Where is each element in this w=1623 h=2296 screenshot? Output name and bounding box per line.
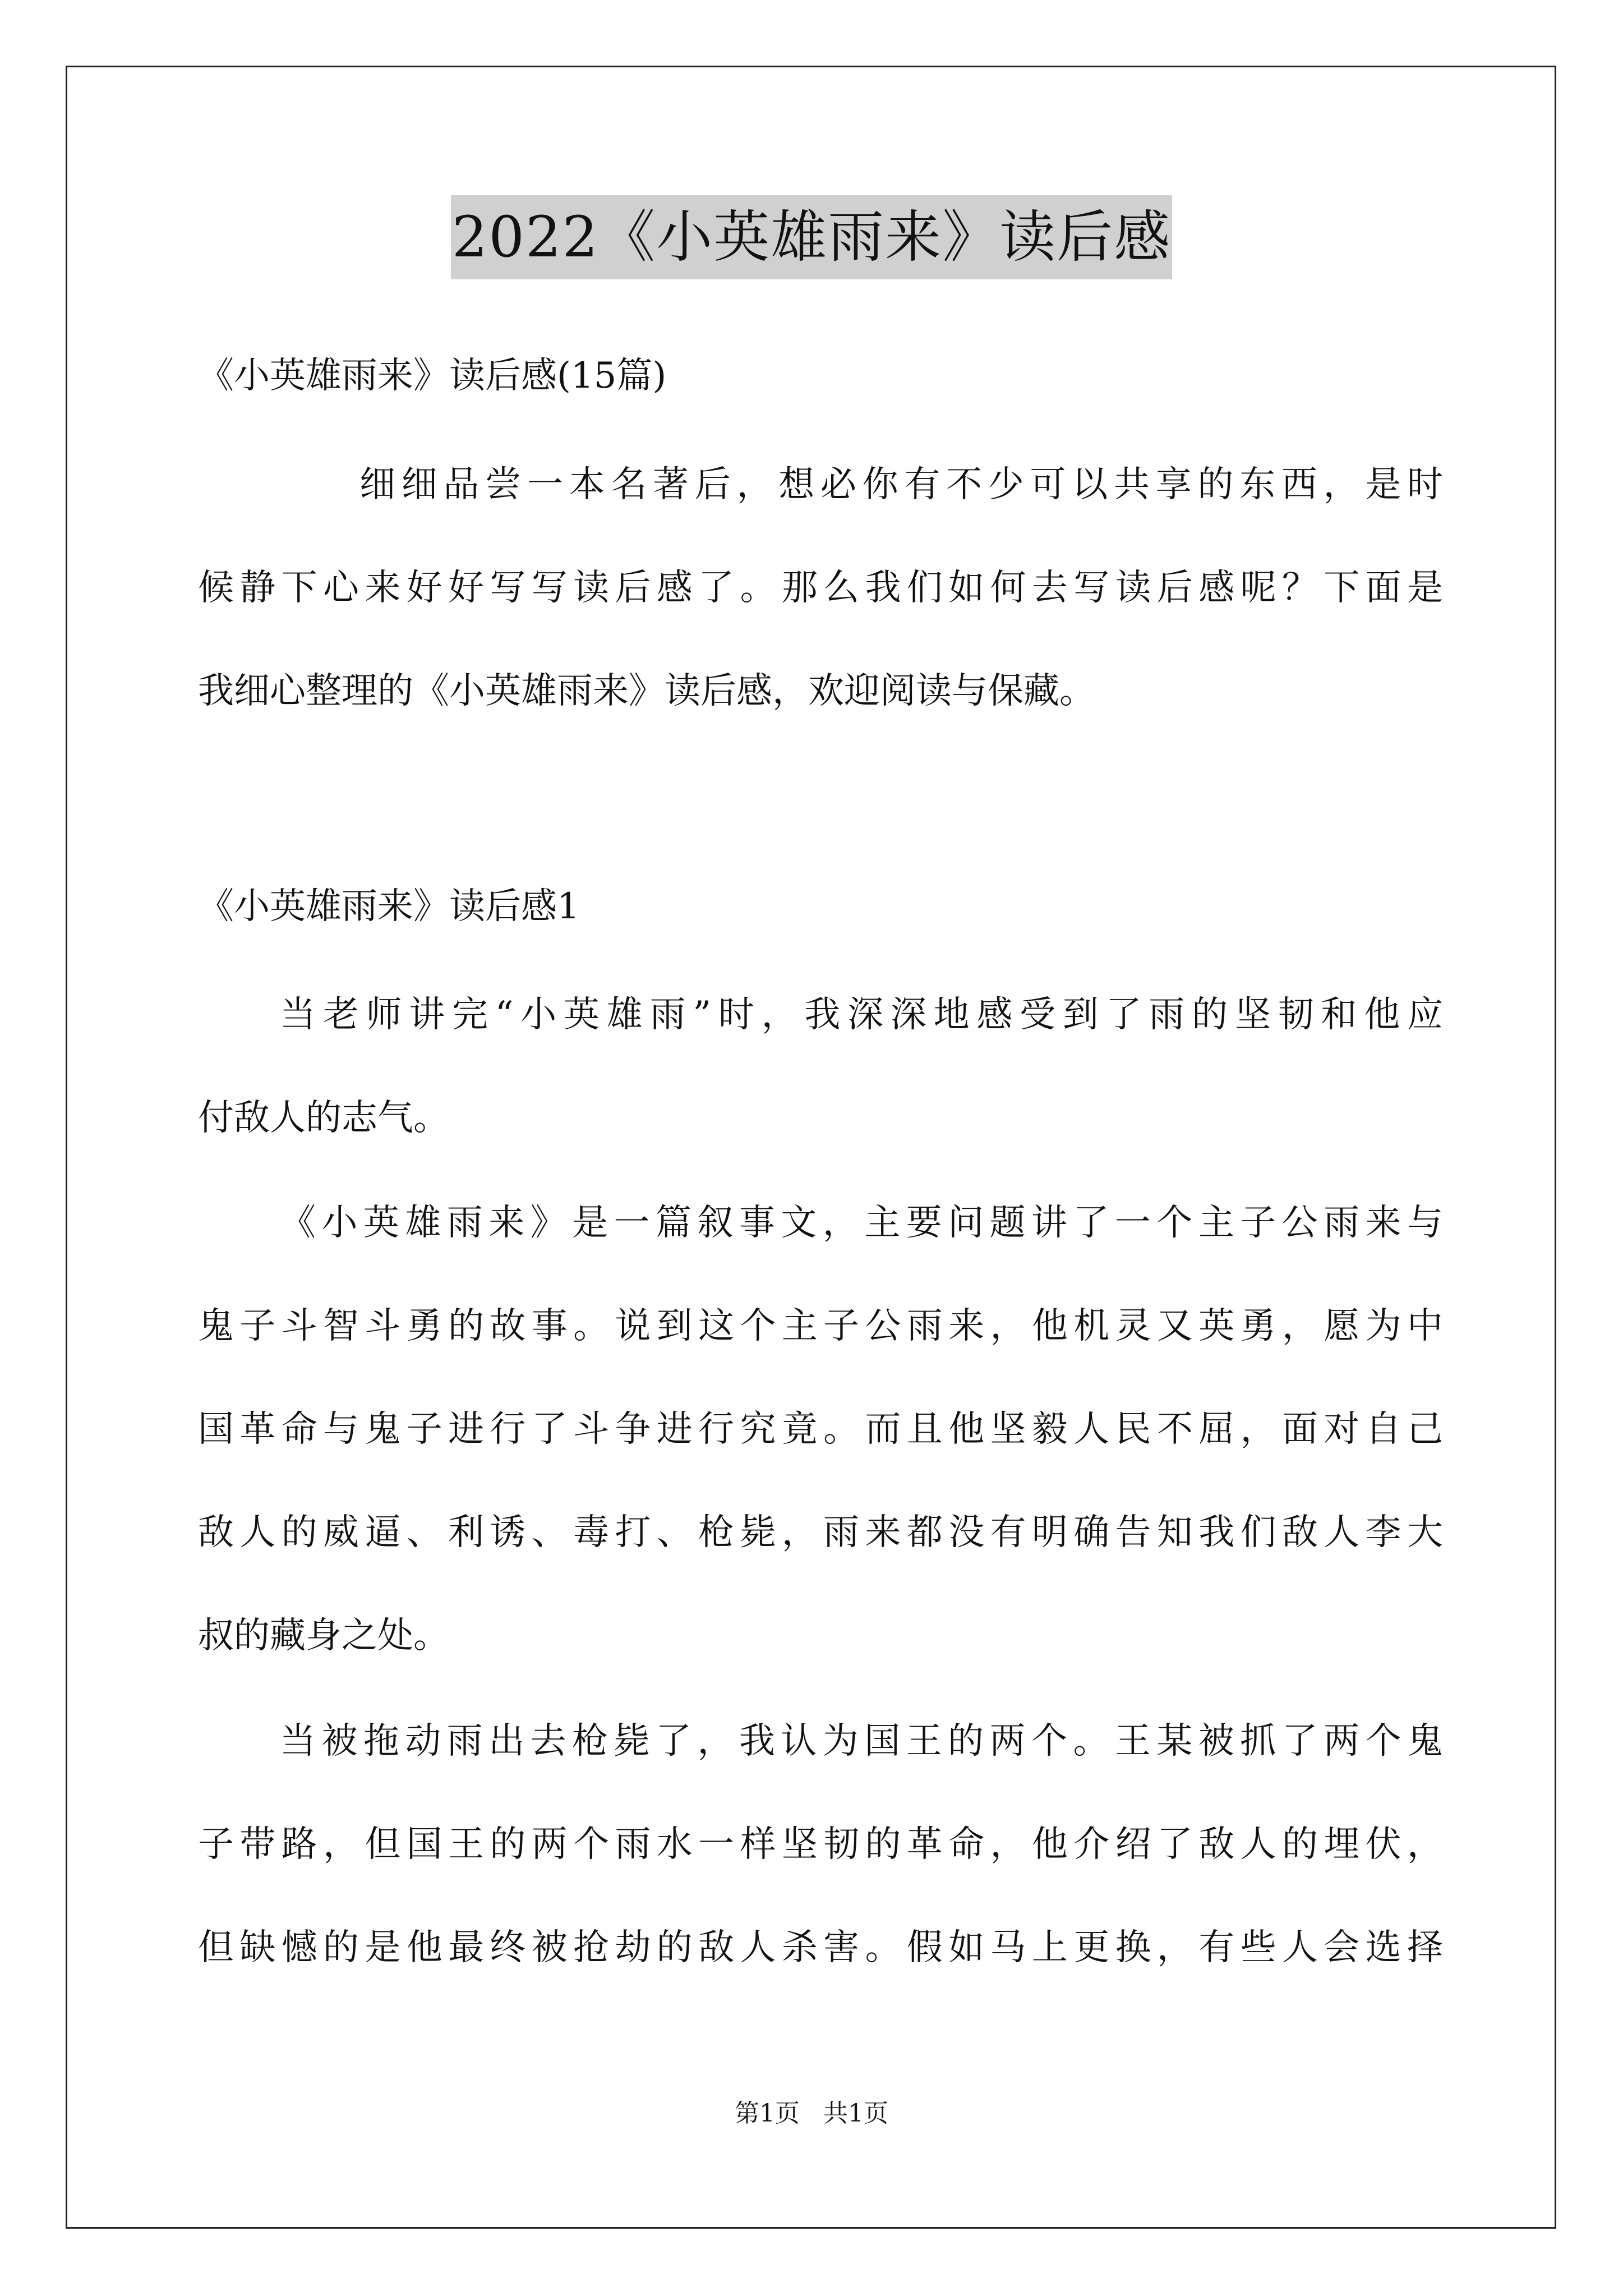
title-block xyxy=(0,195,1623,279)
paragraph-3-line-1: 当被拖动雨出去枪毙了，我认为国王的两个。王某被抓了两个鬼 xyxy=(280,1720,1443,1762)
paragraph-3-line-3: 但缺憾的是他最终被抢劫的敌人杀害。假如马上更换，有些人会选择 xyxy=(198,1927,1443,1968)
intro-line-3: 我细心整理的《小英雄雨来》读后感，欢迎阅读与保藏。 xyxy=(198,670,1095,712)
document-title: 2022《小英雄雨来》读后感 xyxy=(451,195,1173,279)
subtitle: 《小英雄雨来》读后感(15篇) xyxy=(198,355,667,397)
intro-line-1: 细细品尝一本名著后，想必你有不少可以共享的东西，是时 xyxy=(359,464,1443,505)
page-footer xyxy=(0,2097,1623,2131)
paragraph-2-line-1: 《小英雄雨来》是一篇叙事文，主要问题讲了一个主子公雨来与 xyxy=(280,1202,1443,1244)
paragraph-3-line-2: 子带路，但国王的两个雨水一样坚韧的革命，他介绍了敌人的埋伏， xyxy=(198,1824,1443,1865)
paragraph-2-line-4: 敌人的威逼、利诱、毒打、枪毙，雨来都没有明确告知我们敌人李大 xyxy=(198,1512,1443,1553)
paragraph-2-line-2: 鬼子斗智斗勇的故事。说到这个主子公雨来，他机灵又英勇，愿为中 xyxy=(198,1305,1443,1347)
paragraph-2-line-3: 国革命与鬼子进行了斗争进行究竟。而且他坚毅人民不屈，面对自己 xyxy=(198,1409,1443,1450)
paragraph-2-line-5: 叔的藏身之处。 xyxy=(198,1615,449,1657)
page-total: 共1页 xyxy=(823,2099,888,2128)
paragraph-1-line-1: 当老师讲完“小英雄雨”时，我深深地感受到了雨的坚韧和他应 xyxy=(280,994,1443,1036)
paragraph-1-line-2: 付敌人的志气。 xyxy=(198,1097,449,1139)
page-number: 第1页 xyxy=(735,2099,800,2128)
section-heading: 《小英雄雨来》读后感1 xyxy=(198,886,580,927)
intro-line-2: 候静下心来好好写写读后感了。那么我们如何去写读后感呢？下面是 xyxy=(198,567,1443,609)
